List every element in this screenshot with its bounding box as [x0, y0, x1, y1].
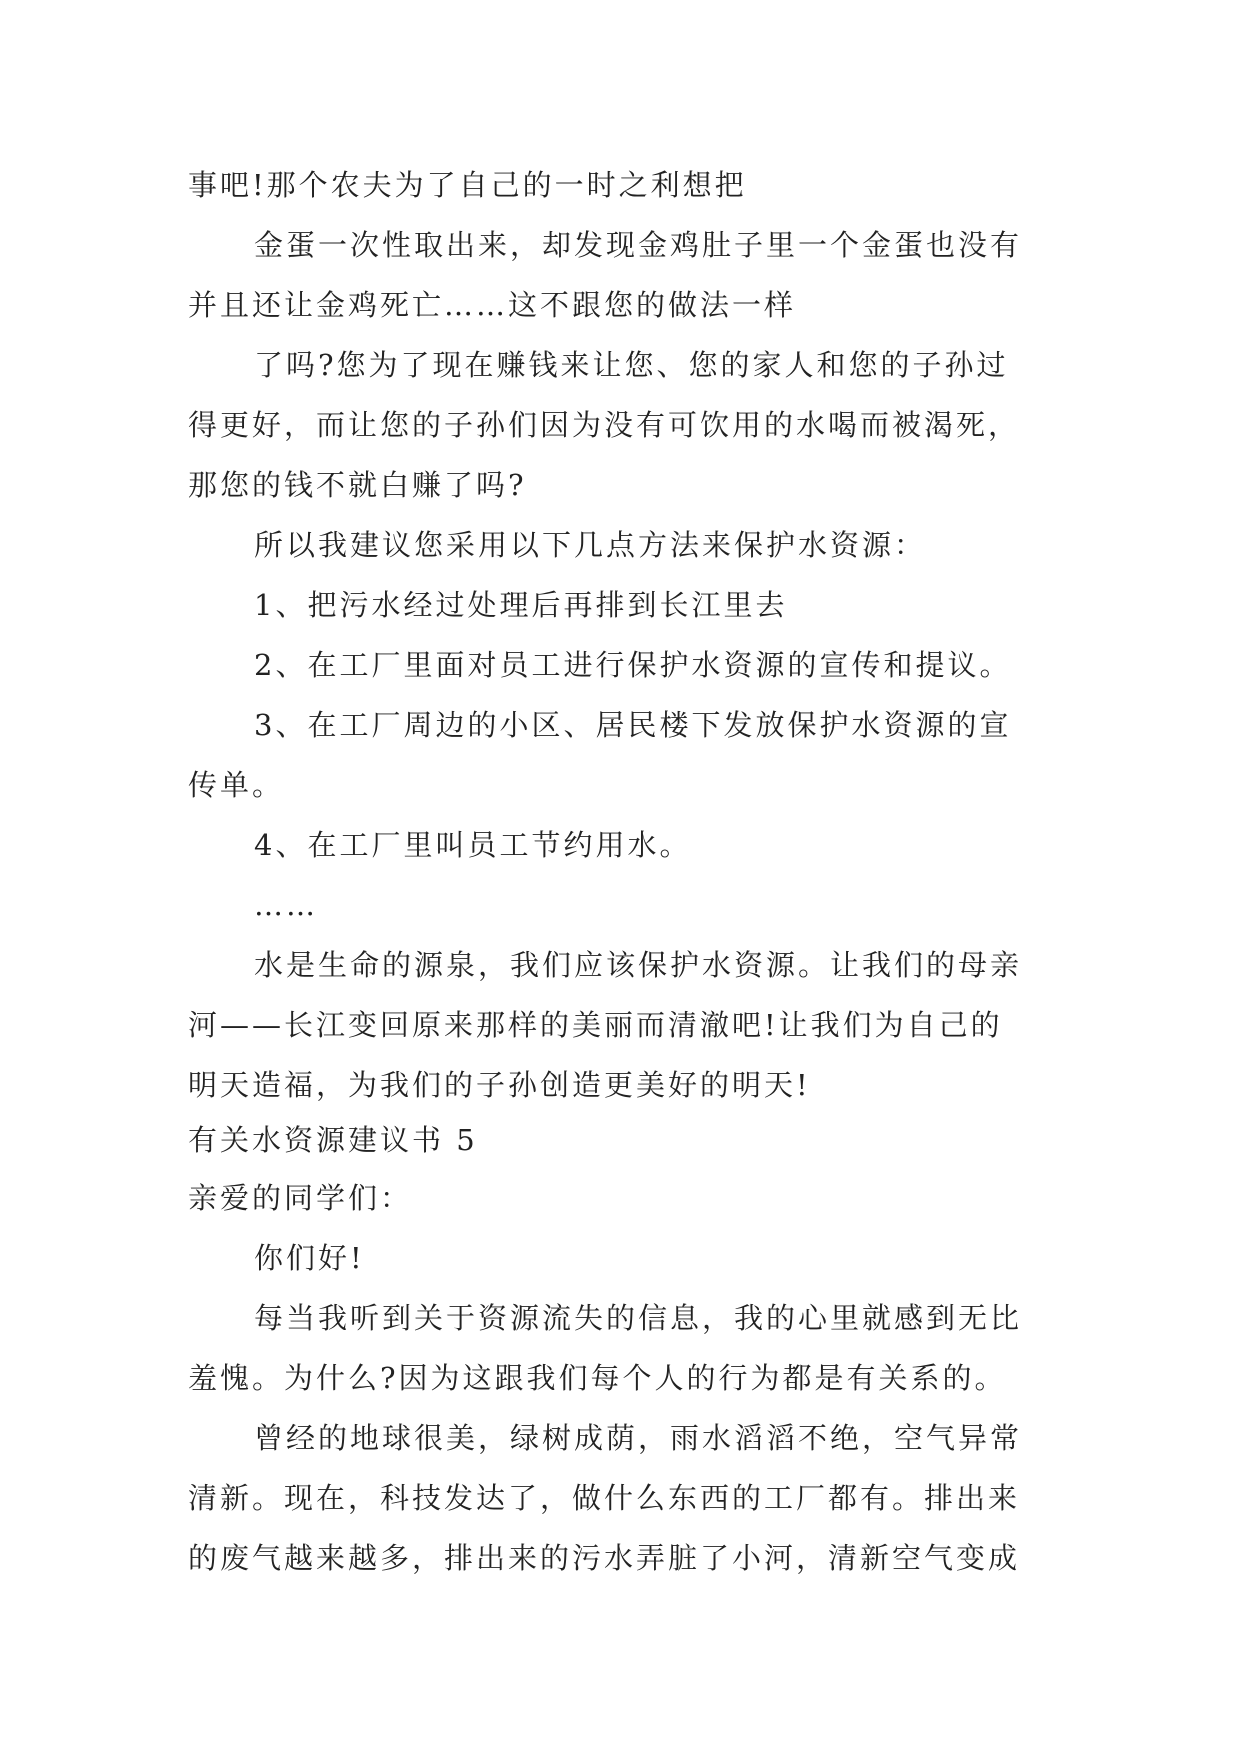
text-line: 的废气越来越多，排出来的污水弄脏了小河，清新空气变成	[188, 1541, 1021, 1575]
text-line: 明天造福，为我们的子孙创造更美好的明天!	[188, 1068, 811, 1102]
text-line: 羞愧。为什么?因为这跟我们每个人的行为都是有关系的。	[188, 1361, 1007, 1395]
text-line: 每当我听到关于资源流失的信息，我的心里就感到无比	[254, 1301, 1023, 1335]
text-line: 传单。	[188, 768, 285, 802]
text-line: 清新。现在，科技发达了，做什么东西的工厂都有。排出来	[188, 1481, 1021, 1515]
text-line: 河——长江变回原来那样的美丽而清澈吧!让我们为自己的	[188, 1008, 1003, 1042]
list-item: 2、在工厂里面对员工进行保护水资源的宣传和提议。	[254, 648, 1012, 682]
text-line: 那您的钱不就白赚了吗?	[188, 468, 527, 502]
section-title: 有关水资源建议书 5	[188, 1123, 478, 1157]
ellipsis-line: ……	[254, 888, 318, 922]
list-item: 4、在工厂里叫员工节约用水。	[254, 828, 692, 862]
salutation: 亲爱的同学们：	[188, 1181, 413, 1215]
text-line: 曾经的地球很美，绿树成荫，雨水滔滔不绝，空气异常	[254, 1421, 1023, 1455]
text-line: 所以我建议您采用以下几点方法来保护水资源：	[254, 528, 927, 562]
list-item: 1、把污水经过处理后再排到长江里去	[254, 588, 788, 622]
text-line: 金蛋一次性取出来，却发现金鸡肚子里一个金蛋也没有	[254, 228, 1023, 262]
list-item: 3、在工厂周边的小区、居民楼下发放保护水资源的宣	[254, 708, 1012, 742]
text-line: 得更好，而让您的子孙们因为没有可饮用的水喝而被渴死，	[188, 408, 1021, 442]
text-line: 了吗?您为了现在赚钱来让您、您的家人和您的子孙过	[254, 348, 1009, 382]
text-line: 并且还让金鸡死亡……这不跟您的做法一样	[188, 288, 797, 322]
text-line: 水是生命的源泉，我们应该保护水资源。让我们的母亲	[254, 948, 1023, 982]
text-line: 事吧!那个农夫为了自己的一时之利想把	[188, 168, 747, 202]
greeting: 你们好!	[254, 1241, 365, 1275]
